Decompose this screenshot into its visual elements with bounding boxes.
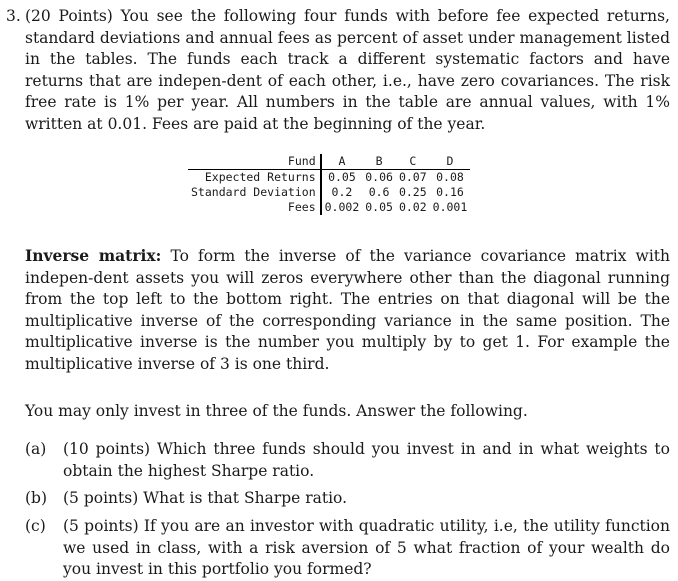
- table-row: [188, 200, 470, 215]
- row-label: Fees: [188, 200, 321, 215]
- column-header-c: C: [396, 154, 430, 170]
- instruction-text: You may only invest in three of the funds. Answer the following.: [25, 402, 528, 420]
- table-row: [188, 170, 470, 186]
- inverse-matrix-text: To form the inverse of the variance covariance matrix with indepen-dent assets you will zeros everywhere other than the diagonal running from the top left to the bottom right. The entries on that diagonal will be the multiplicative inverse of the corresponding variance in the same position. The multiplicative inverse is the number you multiply by to get 1. For example the multiplicative inverse of 3 is one third.: [25, 247, 670, 373]
- table-cell: 0.07: [398, 170, 427, 184]
- table-cell: 0.25: [398, 185, 427, 199]
- row-label: Expected Returns: [188, 170, 321, 186]
- table-header-row: [188, 154, 470, 170]
- column-header-d: D: [430, 154, 471, 170]
- table-row: [188, 185, 470, 200]
- part-label: (c): [25, 517, 46, 535]
- table-cell: 0.05: [328, 170, 356, 184]
- table-cell: 0.2: [331, 185, 353, 199]
- question-intro: (20 Points) You see the following four funds with before fee expected returns, standard deviations and annual fees as percent of asset under management listed in the tables. The funds each track a different systematic factors and have returns that are indepen-dent of each other, i.e., have zero covariances. The risk free rate is 1% per year. All numbers in the table are annual values, with 1% written at 0.01. Fees are paid at the beginning of the year.: [25, 7, 670, 133]
- question-number: 3.: [6, 7, 21, 25]
- inverse-matrix-heading: Inverse matrix:: [25, 246, 162, 265]
- column-header-a: A: [321, 154, 363, 170]
- table-cell: 0.02: [398, 200, 427, 214]
- inverse-matrix-paragraph: [25, 245, 670, 375]
- part-text: (5 points) If you are an investor with quadratic utility, i.e, the utility function we used in class, with a risk aversion of 5 what fraction of your wealth do you invest in this portfolio you formed?: [63, 517, 670, 578]
- row-label: Standard Deviation: [188, 185, 321, 200]
- table-cell: 0.06: [365, 170, 393, 184]
- table-cell: 0.05: [365, 200, 393, 214]
- part-label: (b): [25, 489, 48, 507]
- table-corner-label: Fund: [188, 154, 321, 170]
- table-cell: 0.16: [436, 185, 464, 199]
- table-cell: 0.6: [368, 185, 390, 199]
- table-cell: 0.002: [324, 200, 360, 214]
- table-cell: 0.001: [432, 200, 468, 214]
- table-cell: 0.08: [436, 170, 464, 184]
- part-label: (a): [25, 440, 47, 458]
- part-text: (10 points) Which three funds should you invest in and in what weights to obtain the highest Sharpe ratio.: [63, 440, 670, 480]
- funds-table: [188, 154, 470, 215]
- column-header-b: B: [362, 154, 396, 170]
- part-text: (5 points) What is that Sharpe ratio.: [63, 489, 348, 507]
